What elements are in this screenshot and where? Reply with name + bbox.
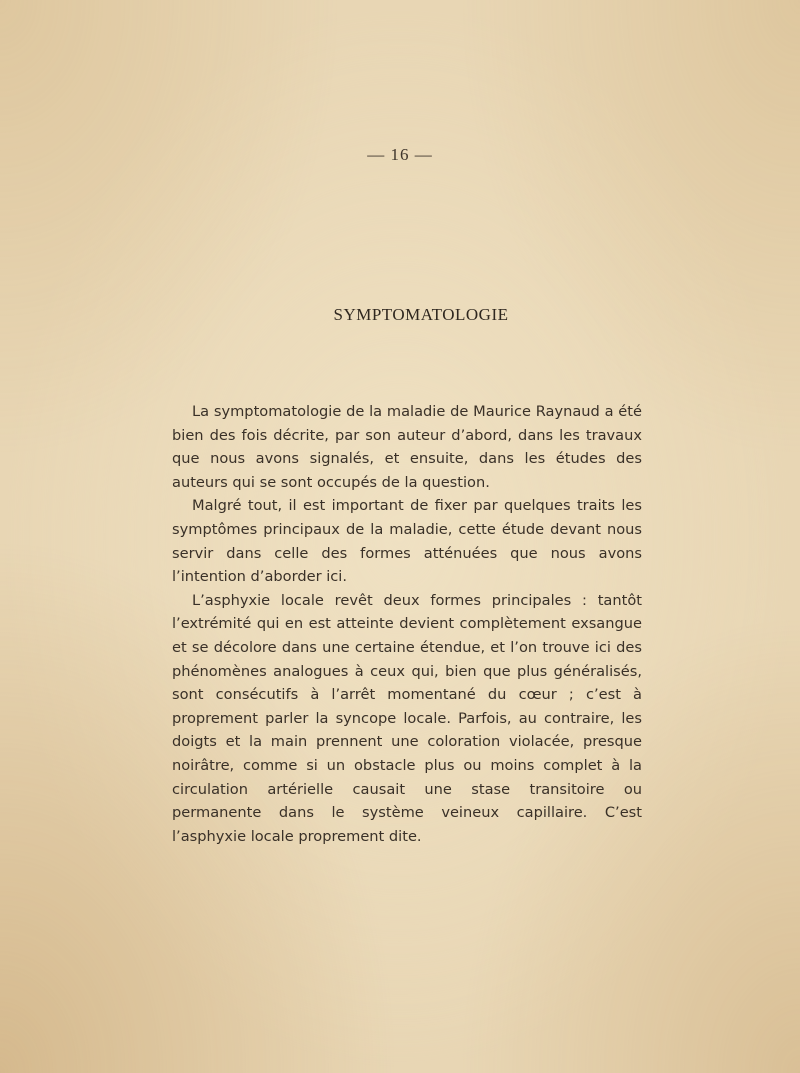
page-number: — 16 — [367,145,433,164]
body-text [172,400,642,848]
paragraph: Malgré tout, il est important de fixer par quelques traits les symptômes principaux de la maladie, cette étude devant nous servir dans celle des formes atténuées que nous avons l’intention d’aborder ici. [172,497,642,586]
paragraph: L’asphyxie locale revêt deux formes principales : tantôt l’extrémité qui en est atteinte devient complètement exsangue et se décolore dans une certaine étendue, et l’on trouve ici des phénomènes analogues à ceux qui, bien que plus généralisés, sont consécutifs à l’arrêt momentané du cœur ; c’est à proprement parler la syncope locale. Parfois, au contraire, les doigts et la main prennent une coloration violacée, presque noirâtre, comme si un obstacle plus ou moins complet à la circulation artérielle causait une stase transitoire ou permanente dans le système veineux capillaire. C’est l’asphyxie locale proprement dite. [172,591,642,845]
paragraph: La symptomatologie de la maladie de Maurice Raynaud a été bien des fois décrite, par son auteur d’abord, dans les travaux que nous avons signalés, et ensuite, dans les études des auteurs qui se sont occupés de la question. [172,403,642,491]
section-title: SYMPTOMATOLOGIE [333,305,509,324]
